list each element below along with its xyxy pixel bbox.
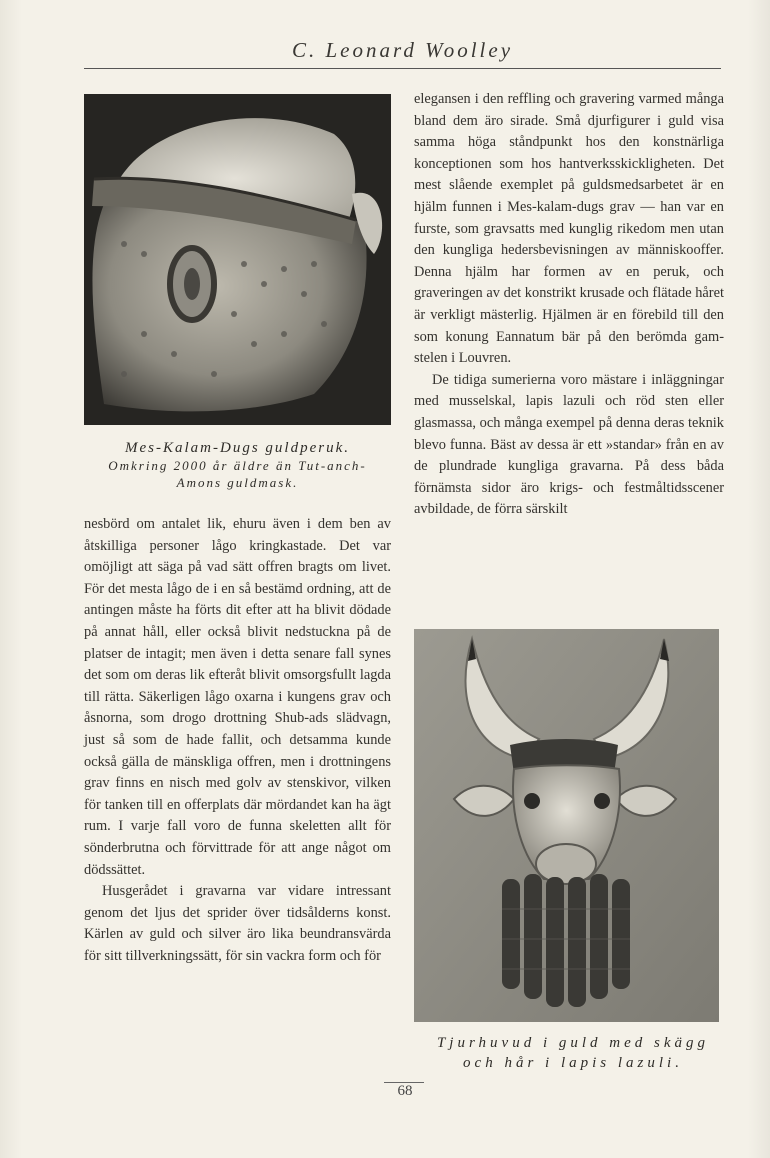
page-number: 68 (397, 1083, 413, 1099)
helmet-caption-title: Mes-Kalam-Dugs guldperuk. (125, 440, 350, 456)
left-paragraph: nesbörd om antalet lik, ehuru även i dem ben av åtskilliga personer lågo kringkastade. Det var omöjligt att säga på vad sätt offren bragts om livet. För det mesta lågo de i en så bestämd ordning, att de antingen måste ha förts dit efter att ha blivit dödade på annat håll, eller också blivit nedstuckna på de platser de intagit; men även i detta senare fall synes det som om deras lik efteråt blivit omsorgsfullt lagda till rätta. Säkerligen lågo oxarna i kungens grav och åsnorna, som drogo drottning Shub-ads slädvagn, just så som de hade fallit, och detsamma kunde också gälla de mänskliga offren, men i drottningens grav finns en nisch med golv av stenskivor, vilken för tanken till en offerplats där mördandet kan ha ägt rum. I varje fall voro de funna skeletten allt för sönderbrutna och förvittrade för att ange något om dödssättet. (84, 516, 391, 878)
left-text-column (84, 514, 391, 967)
bull-caption-line: och hår i lapis lazuli. (463, 1055, 683, 1071)
right-paragraph: De tidiga sumerierna voro mästare i inläggningar med musselskal, lapis lazuli och röd sten eller glasmassa, och många exempel på denna deras teknik blevo funna. Bäst av dessa är ett »standar» från en av de plundrade kungliga gravarna. På dess båda förnämsta sidor äro krigs- och festmåltidsscener avbildade, de förra särskilt (414, 371, 724, 518)
helmet-photo (84, 94, 391, 425)
helmet-caption-line: Amons guldmask. (176, 475, 299, 490)
helmet-caption-line: Omkring 2000 år äldre än Tut-anch- (108, 458, 367, 473)
bull-caption (414, 1033, 732, 1073)
right-paragraph: elegansen i den reffling och gravering varmed många bland dem äro sirade. Små djurfigurer i guld visa samma höga ståndpunkt hos den konstnärliga konceptionen som hos hantverksskickligheten. Det mest slående exemplet på guldsmedsarbetet är en hjälm funnen i Mes-kalam-dugs grav — han var en furste, som gravsatts med kunglig rikedom men utan den kungliga hedersbevisningen av människooffer. Denna hjälm har formen av en peruk, och graveringen av det konstrikt krusade och flätade håret är verkligt mästerlig. Hjälmen är en förebild till den som konung Eannatum bär på den berömda gam-stelen i Louvren. (414, 91, 724, 367)
helmet-caption (84, 440, 391, 491)
bull-caption-line: Tjurhuvud i guld med skägg (436, 1035, 710, 1051)
bull-head-photo (414, 629, 719, 1022)
running-header: C. Leonard Woolley (291, 38, 514, 62)
header-rule (84, 68, 721, 69)
left-paragraph: Husgerådet i gravarna var vidare intressant genom det ljus det sprider över tidsålderns konst. Kärlen av guld och silver äro lika beundransvärda för sitt tillverkningssätt, för sin vackra form och för (84, 883, 391, 964)
right-text-column (414, 89, 724, 521)
